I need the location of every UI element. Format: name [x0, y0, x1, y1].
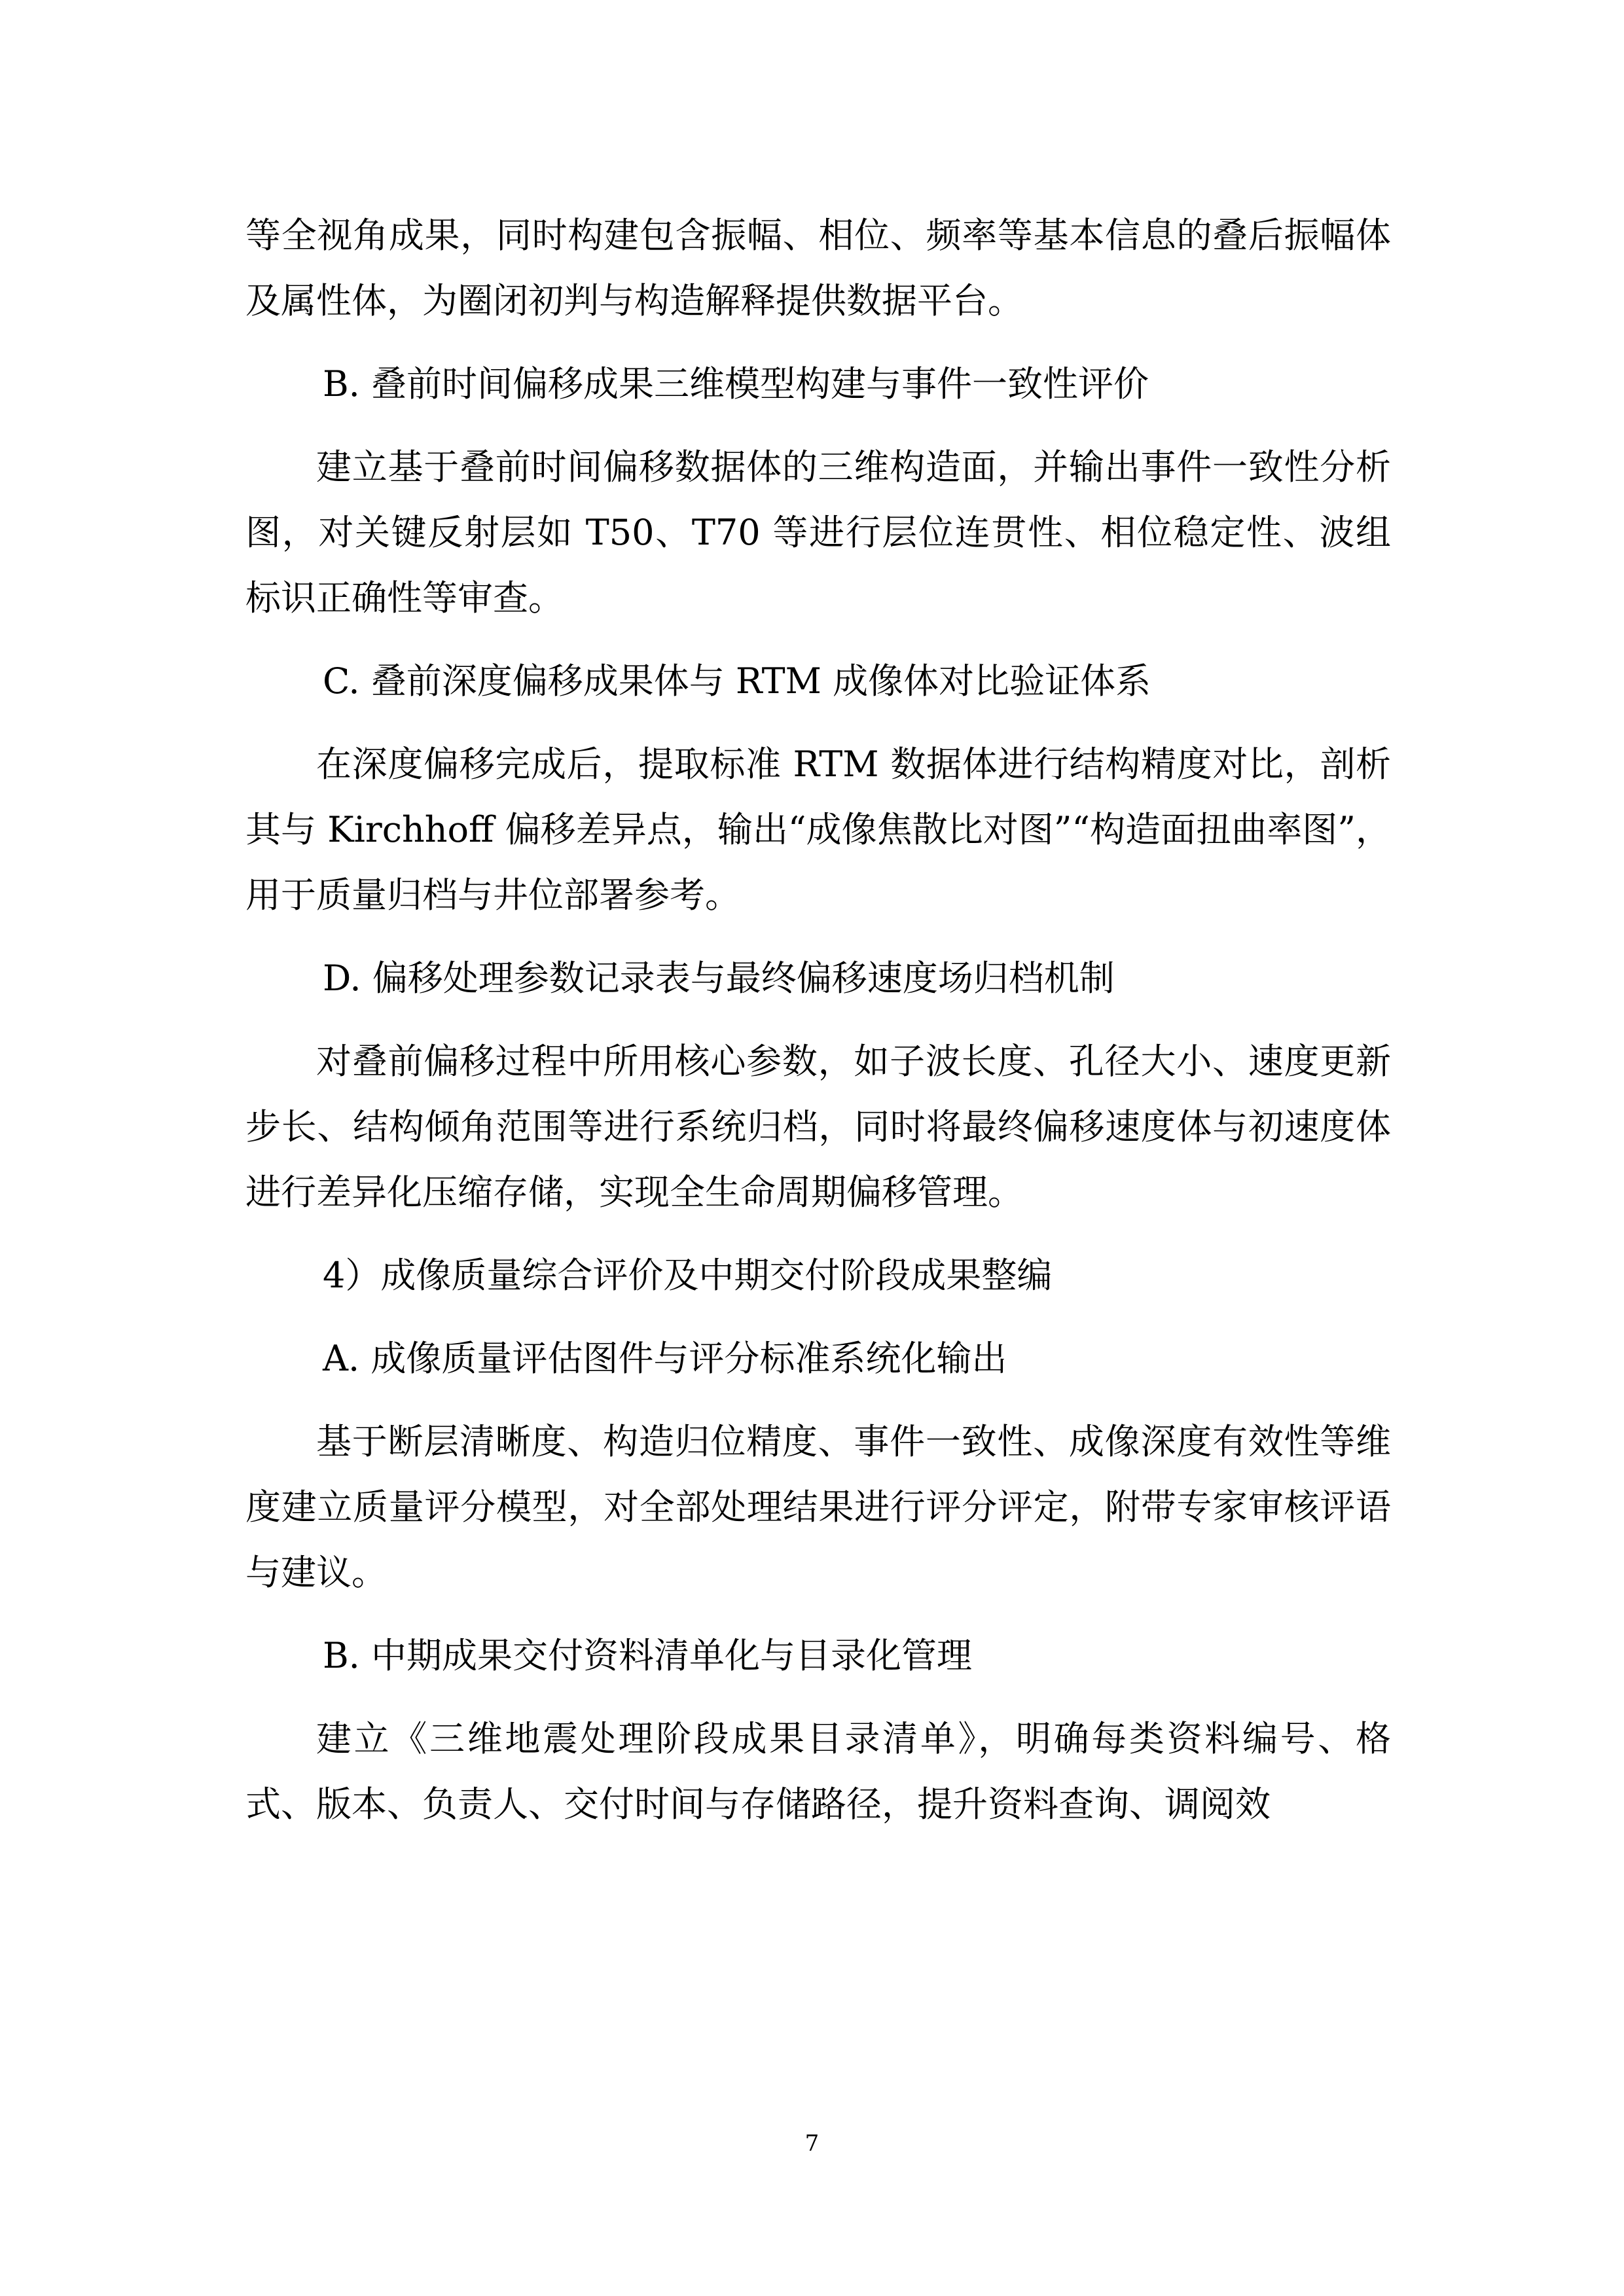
paragraph-continuation: 等全视角成果，同时构建包含振幅、相位、频率等基本信息的叠后振幅体及属性体，为圈闭初判与构造解释提供数据平台。 — [245, 215, 1391, 321]
paragraph-depth-migration-rtm: 在深度偏移完成后，提取标准 RTM 数据体进行结构精度对比，剖析其与 Kirchhoff 偏移差异点，输出“成像焦散比对图”“构造面扭曲率图”，用于质量归档与井位部署参考。 — [245, 744, 1391, 916]
paragraph-quality-evaluation: 基于断层清晰度、构造归位精度、事件一致性、成像深度有效性等维度建立质量评分模型，对全部处理结果进行评分评定，附带专家审核评语与建议。 — [245, 1421, 1391, 1593]
page-number: 7 — [804, 2130, 820, 2157]
section-heading-a-quality-evaluation: A. 成像质量评估图件与评分标准系统化输出 — [323, 1338, 1007, 1379]
body-text — [245, 203, 1391, 1855]
paragraph-deliverables: 建立《三维地震处理阶段成果目录清单》，明确每类资料编号、格式、版本、负责人、交付时间与存储路径，提升资料查询、调阅效 — [245, 1718, 1391, 1825]
section-heading-c-depth-migration-rtm: C. 叠前深度偏移成果体与 RTM 成像体对比验证体系 — [323, 660, 1151, 702]
section-heading-d-parameter-archive: D. 偏移处理参数记录表与最终偏移速度场归档机制 — [323, 958, 1115, 999]
paragraph-time-migration: 建立基于叠前时间偏移数据体的三维构造面，并输出事件一致性分析图，对关键反射层如 T50、T70 等进行层位连贯性、相位稳定性、波组标识正确性等审查。 — [245, 446, 1391, 619]
section-heading-4-imaging-quality: 4）成像质量综合评价及中期交付阶段成果整编 — [323, 1255, 1053, 1296]
paragraph-parameter-archive: 对叠前偏移过程中所用核心参数，如子波长度、孔径大小、速度更新步长、结构倾角范围等进行系统归档，同时将最终偏移速度体与初速度体进行差异化压缩存储，实现全生命周期偏移管理。 — [245, 1041, 1391, 1213]
section-heading-b-time-migration: B. 叠前时间偏移成果三维模型构建与事件一致性评价 — [323, 363, 1149, 404]
section-heading-b-deliverables: B. 中期成果交付资料清单化与目录化管理 — [323, 1635, 973, 1676]
